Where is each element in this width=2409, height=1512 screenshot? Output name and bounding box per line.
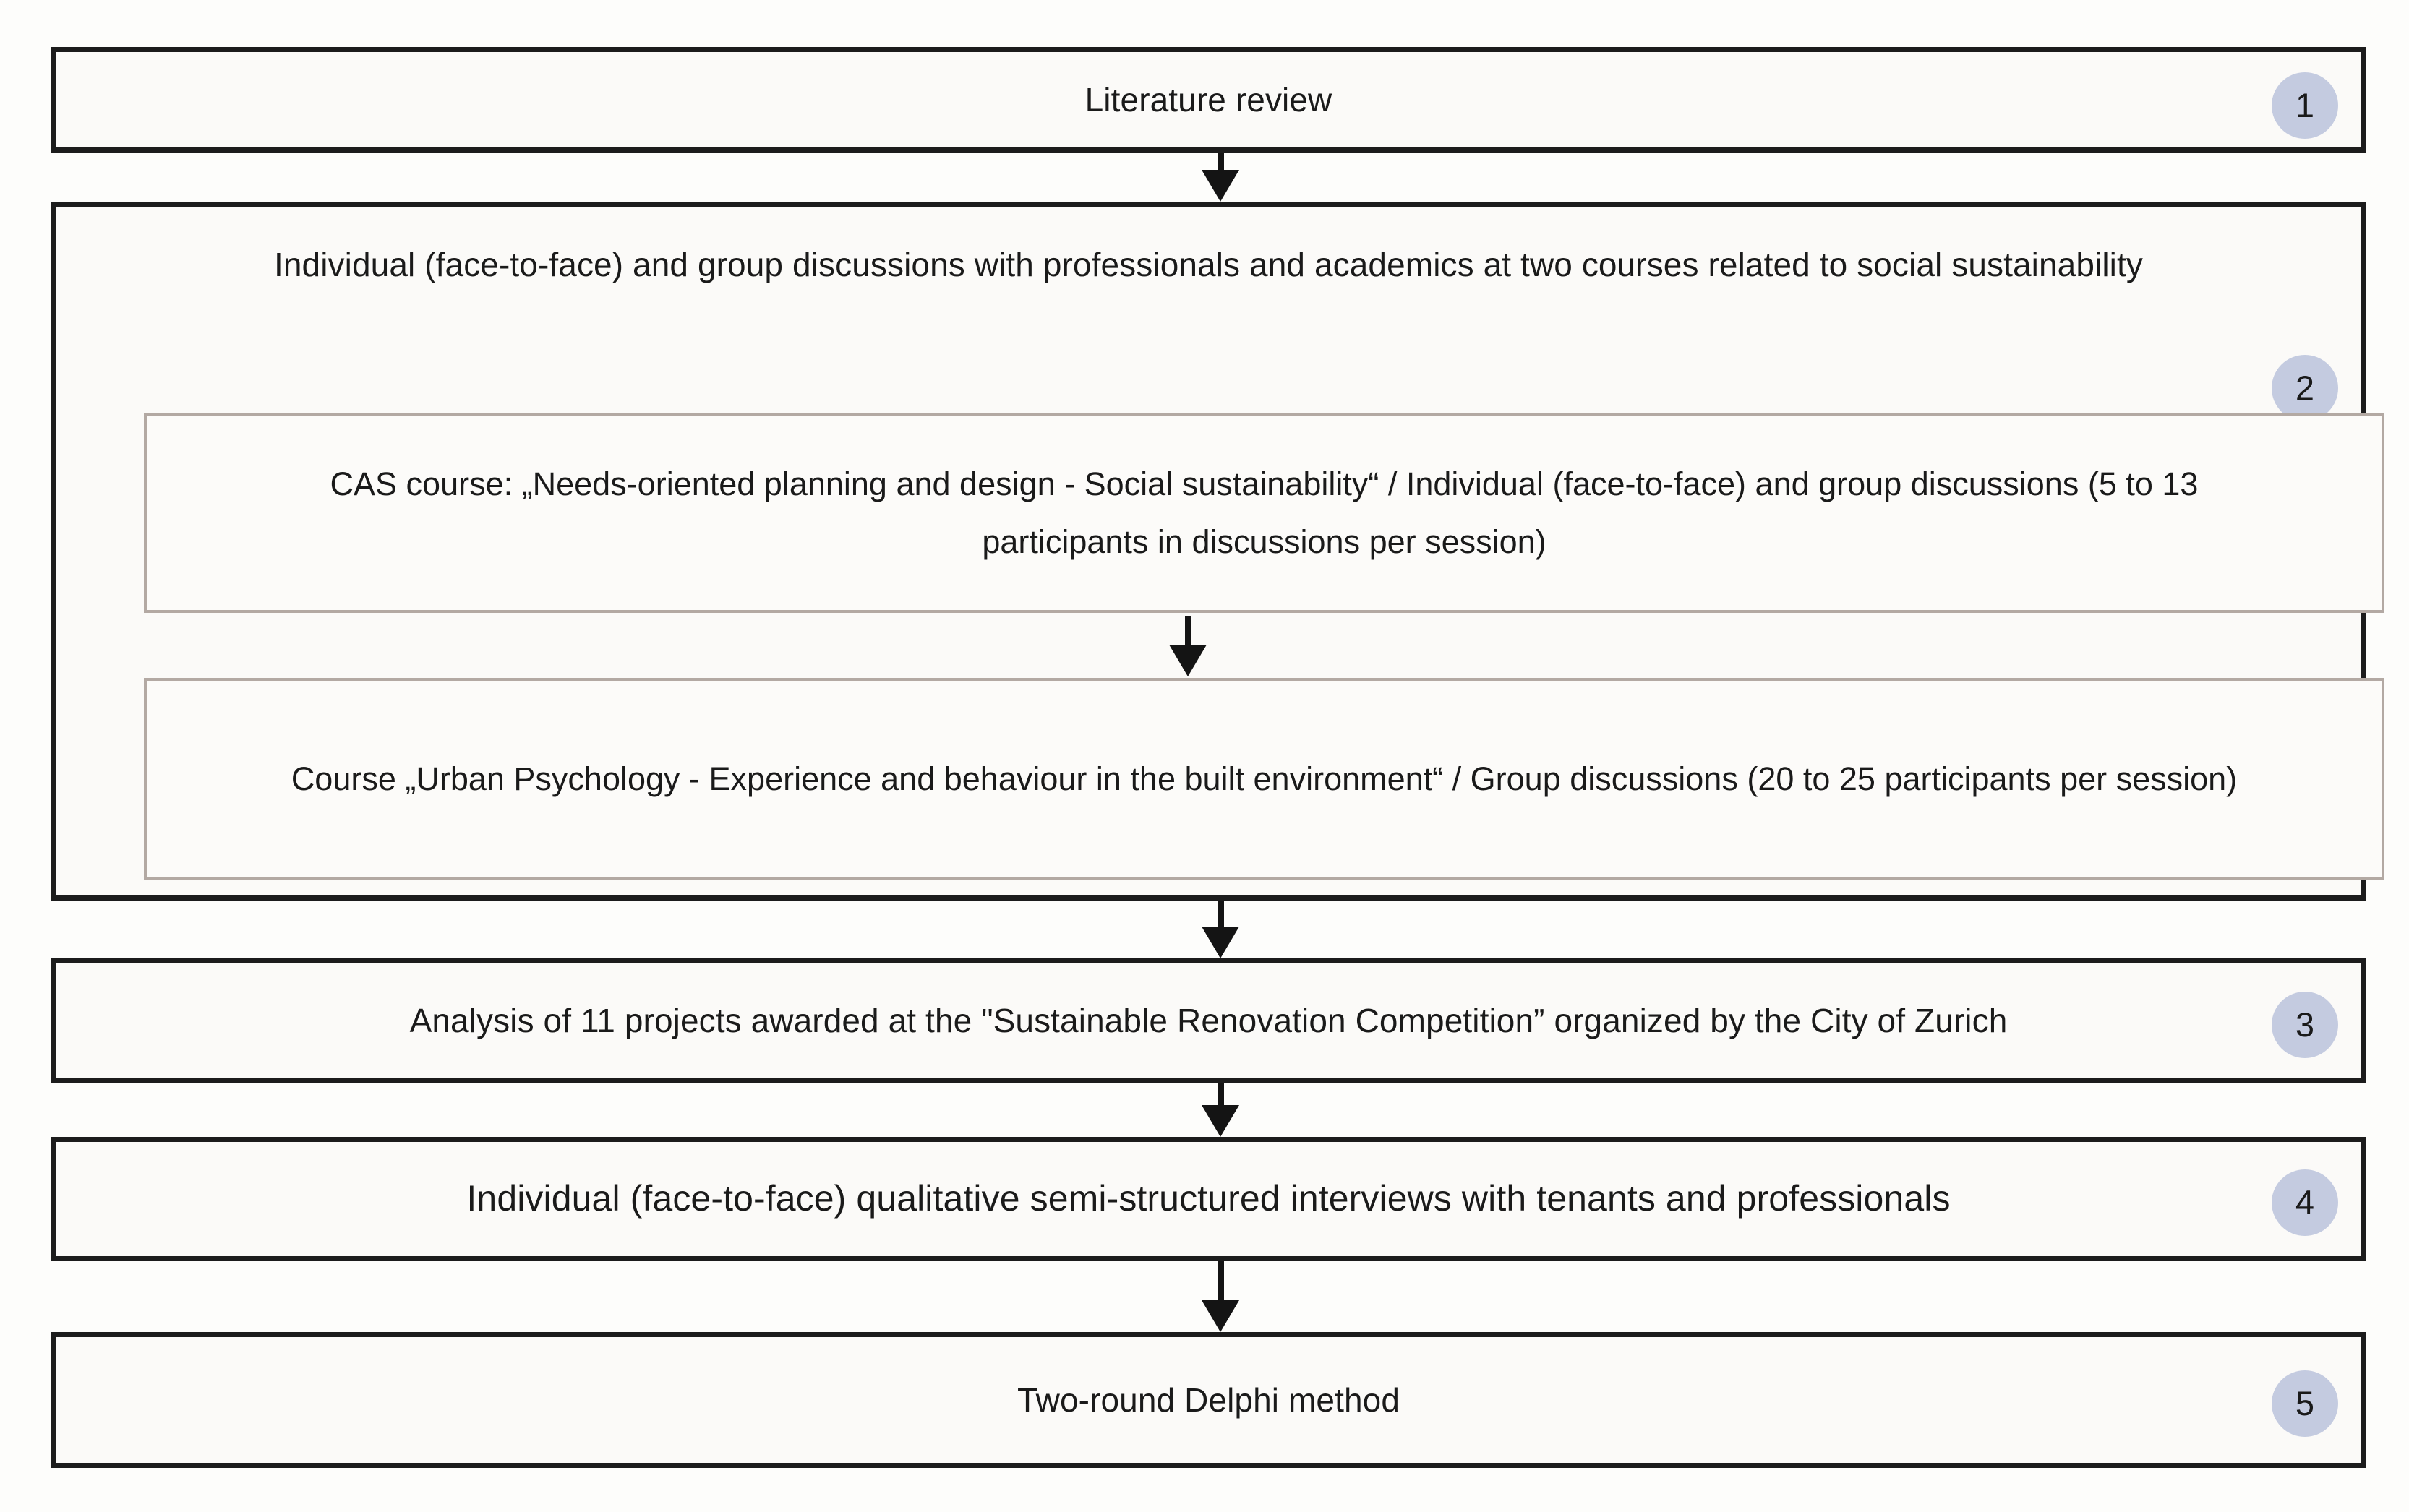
step-number-badge-5: 5 xyxy=(2272,1370,2338,1437)
arrow-head-icon xyxy=(1202,170,1239,202)
arrow-step4-to-step5 xyxy=(1199,1261,1242,1332)
flow-step-2-label: Individual (face-to-face) and group discussions with professionals and academics at two courses related to social sustainability xyxy=(273,246,2143,283)
step-number-badge-3: 3 xyxy=(2272,992,2338,1058)
arrow-step2-to-step3 xyxy=(1199,901,1242,958)
flow-step-5[interactable] xyxy=(51,1332,2366,1468)
arrow-head-icon xyxy=(1202,1300,1239,1332)
flow-step-3-label: Analysis of 11 projects awarded at the "Sustainable Renovation Competition” organized by the City of Zurich xyxy=(409,1002,2008,1040)
step-number-badge-2: 2 xyxy=(2272,355,2338,421)
flow-step-1[interactable] xyxy=(51,47,2366,153)
arrow-substep1-to-substep2 xyxy=(1166,616,1210,676)
flow-step-2-substep-1[interactable] xyxy=(144,413,2384,613)
arrow-step3-to-step4 xyxy=(1199,1083,1242,1137)
flow-step-3[interactable] xyxy=(51,958,2366,1083)
flow-step-5-label: Two-round Delphi method xyxy=(1017,1380,1400,1419)
flow-step-2-substep-1-label: CAS course: „Needs-oriented planning and design - Social sustainability“ / Individual (face-to-face) and group discussions (5 to 13 participants in discussions per session) xyxy=(330,465,2199,560)
flow-step-2-substep-2[interactable] xyxy=(144,678,2384,880)
arrow-stem xyxy=(1218,153,1224,171)
flow-step-4[interactable] xyxy=(51,1137,2366,1261)
arrow-stem xyxy=(1218,1083,1224,1107)
arrow-stem xyxy=(1218,901,1224,928)
arrow-head-icon xyxy=(1202,927,1239,958)
arrow-stem xyxy=(1185,616,1191,646)
step-number-badge-1: 1 xyxy=(2272,72,2338,139)
flow-step-1-label: Literature review xyxy=(1084,80,1332,119)
arrow-step1-to-step2 xyxy=(1199,153,1242,202)
arrow-head-icon xyxy=(1202,1105,1239,1137)
flow-step-2-substep-2-label: Course „Urban Psychology - Experience and behaviour in the built environment“ / Group discussions (20 to 25 participants per session) xyxy=(291,760,2238,797)
arrow-head-icon xyxy=(1169,645,1207,676)
flow-step-4-label: Individual (face-to-face) qualitative semi-structured interviews with tenants and professionals xyxy=(466,1178,1951,1219)
arrow-stem xyxy=(1218,1261,1224,1302)
step-number-badge-4: 4 xyxy=(2272,1169,2338,1236)
flow-step-2[interactable] xyxy=(51,202,2366,901)
